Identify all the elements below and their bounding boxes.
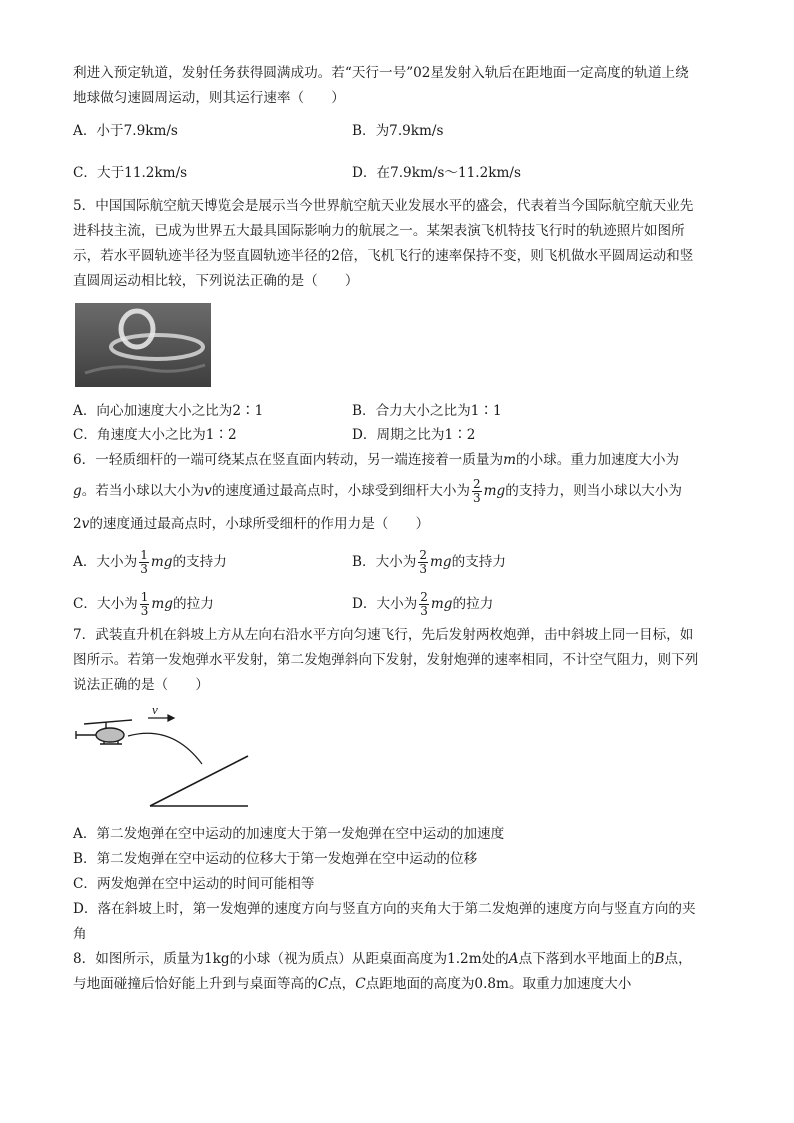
q6-var-v: v — [204, 483, 212, 499]
q8-line1-a: 8．如图所示，质量为1kg的小球（视为质点）从距桌面高度为1.2m处的 — [73, 951, 509, 967]
q6-stem-line2 — [73, 478, 723, 505]
q5-stem-line4: 直圆周运动相比较，下列说法正确的是（ ） — [73, 273, 359, 289]
q8-stem-line2 — [73, 974, 723, 994]
q6-line3-text: 的速度通过最高点时，小球所受细杆的作用力是（ ） — [89, 516, 430, 532]
helicopter-icon — [76, 720, 132, 744]
q4-stem-line1: 利进入预定轨道，发射任务获得圆满成功。若“天行一号”02星发射入轨后在距地面一定高度的轨道上绕 — [73, 65, 689, 81]
q5-option-a: A．向心加速度大小之比为2∶1 — [73, 403, 264, 419]
q6-mg: mg — [483, 483, 506, 499]
q7-stem-line1: 7．武装直升机在斜坡上方从左向右沿水平方向匀速飞行，先后发射两枚炮弹，击中斜坡上同一目标，如 — [73, 627, 694, 643]
q6-stem-line1 — [73, 450, 723, 470]
q6-var-g: g — [73, 483, 82, 499]
q6-c-mg: mg — [151, 596, 174, 612]
q6-d-post: 的拉力 — [452, 596, 494, 612]
q8-line1-c: 点， — [664, 951, 692, 967]
q6-c-den: 3 — [140, 604, 149, 618]
q6-d-fraction — [419, 591, 429, 618]
q6-a-pre: A．大小为 — [73, 554, 138, 570]
q6-stem-line3 — [73, 514, 723, 534]
q4-option-c: C．大于11.2km/s — [73, 165, 188, 181]
q5-option-b: B．合力大小之比为1∶1 — [352, 403, 502, 419]
slope-line — [150, 756, 248, 806]
q4-stem-line2: 地球做匀速圆周运动，则其运行速率（ ） — [73, 90, 345, 106]
q7-option-c: C．两发炮弹在空中运动的时间可能相等 — [73, 876, 315, 892]
q6-c-post: 的拉力 — [173, 596, 214, 612]
q4-option-b: B．为7.9km/s — [352, 123, 444, 139]
q6-a-num: 1 — [140, 548, 148, 562]
q6-c-num: 1 — [140, 590, 149, 604]
q7-option-a: A．第二发炮弹在空中运动的加速度大于第一发炮弹在空中运动的加速度 — [73, 826, 505, 842]
q6-line1-end: 的小球。重力加速度大小为 — [515, 452, 680, 468]
q6-b-pre: B．大小为 — [352, 554, 417, 570]
q6-line2-a: 。若当小球以大小为 — [81, 483, 205, 499]
q8-line2-b: 点， — [328, 976, 356, 992]
q8-point-c: C — [317, 976, 329, 992]
q6-fraction-two-thirds — [472, 478, 482, 505]
q6-line2-c: 的支持力，则当小球以大小为 — [505, 483, 682, 499]
q6-a-post: 的支持力 — [172, 554, 227, 570]
q5-option-c: C．角速度大小之比为1∶2 — [73, 427, 237, 443]
q5-stem-line2: 进科技主流，已成为世界五大最具国际影响力的航展之一。某架表演飞机特技飞行时的轨迹照片如图所 — [73, 223, 685, 239]
q6-option-b — [352, 549, 506, 576]
q6-coef-2: 2 — [73, 516, 82, 532]
q4-option-d: D．在7.9km/s～11.2km/s — [352, 165, 521, 181]
q6-frac-den: 3 — [473, 491, 481, 505]
q6-c-fraction — [140, 591, 150, 618]
q6-option-a — [73, 549, 227, 576]
q6-a-den: 3 — [140, 562, 148, 576]
velocity-label: v — [152, 702, 158, 717]
q6-d-den: 3 — [420, 604, 428, 618]
q6-d-num: 2 — [420, 590, 428, 604]
q5-stem-line1: 5．中国国际航空航天博览会是展示当今世界航空航天业发展水平的盛会，代表着当今国际航空航天业先 — [73, 198, 694, 214]
q8-line1-b: 点下落到水平地面上的 — [518, 951, 655, 967]
q6-b-num: 2 — [419, 548, 428, 562]
q6-var-v2: v — [81, 516, 90, 532]
q7-stem-line3: 说法正确的是（ ） — [73, 677, 209, 693]
q6-frac-num: 2 — [473, 477, 481, 491]
q8-point-c-2: C — [355, 976, 366, 992]
q5-option-d: D．周期之比为1∶2 — [352, 427, 476, 443]
q5-stem-line3: 示，若水平圆轨迹半径为竖直圆轨迹半径的2倍，飞机飞行的速率保持不变，则飞机做水平圆周运动和竖 — [73, 248, 694, 264]
helicopter-diagram — [72, 702, 250, 812]
q6-b-fraction — [418, 549, 428, 576]
q8-point-a: A — [508, 951, 519, 967]
q6-c-pre: C．大小为 — [73, 596, 138, 612]
q6-a-mg: mg — [150, 554, 173, 570]
q6-b-den: 3 — [419, 562, 428, 576]
q6-d-pre: D．大小为 — [352, 596, 418, 612]
q6-option-d — [352, 591, 493, 618]
q7-stem-line2: 图所示。若第一发炮弹水平发射，第二发炮弹斜向下发射，发射炮弹的速率相同，不计空气阻力，则下列 — [73, 652, 699, 668]
q6-b-mg: mg — [430, 554, 452, 570]
q7-option-b: B．第二发炮弹在空中运动的位移大于第一发炮弹在空中运动的位移 — [73, 851, 478, 867]
q6-a-fraction — [139, 549, 149, 576]
q6-line1-text: 6．一轻质细杆的一端可绕某点在竖直面内转动，另一端连接着一质量为 — [73, 452, 504, 468]
aerobatic-trail-photo — [75, 303, 211, 387]
q8-point-b: B — [654, 951, 665, 967]
q8-line2-c: 点距地面的高度为0.8m。取重力加速度大小 — [365, 976, 632, 992]
q4-option-a: A．小于7.9km/s — [73, 123, 178, 139]
projectile-trajectory — [128, 733, 202, 764]
helicopter-slope-figure — [72, 702, 250, 812]
q7-option-d-line2: 角 — [73, 926, 87, 942]
q6-option-c — [73, 591, 214, 618]
q7-option-d-line1: D．落在斜坡上时，第一发炮弹的速度方向与竖直方向的夹角大于第二发炮弹的速度方向与竖直方向的夹 — [73, 901, 696, 917]
q6-b-post: 的支持力 — [451, 554, 506, 570]
smoke-trail-image — [75, 303, 211, 387]
q6-var-m: m — [503, 452, 516, 468]
q8-line2-a: 与地面碰撞后恰好能上升到与桌面等高的 — [73, 976, 318, 992]
q8-stem-line1 — [73, 949, 723, 969]
q6-line2-b: 的速度通过最高点时，小球受到细杆大小为 — [211, 483, 471, 499]
q6-d-mg: mg — [430, 596, 453, 612]
